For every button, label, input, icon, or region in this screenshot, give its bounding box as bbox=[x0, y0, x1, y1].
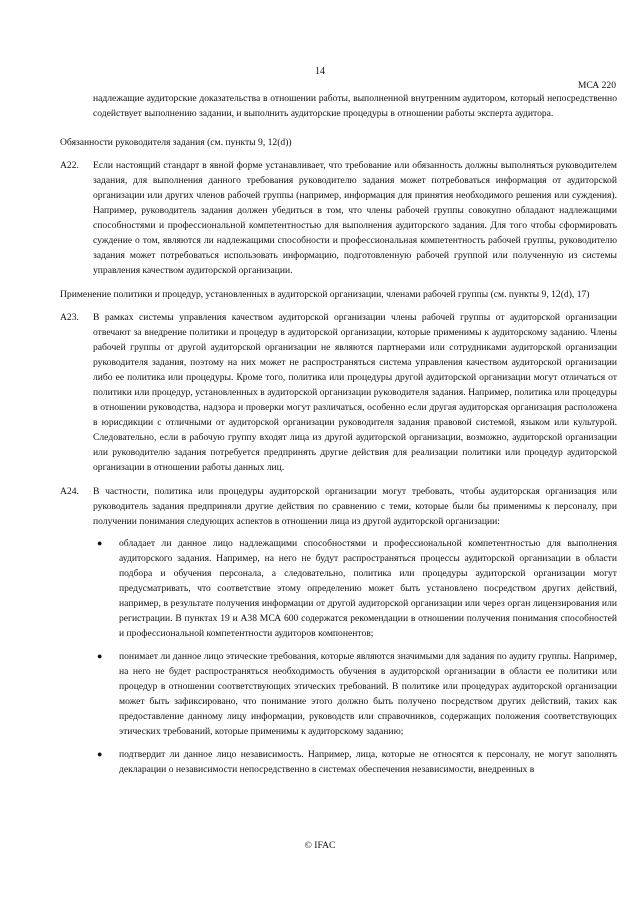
paragraph-a24 bbox=[60, 484, 617, 777]
paragraph-text: Если настоящий стандарт в явной форме устанавливает, что требование или обязанность должны выполняться руководителем задания, для выполнения данного требования руководителю задания может потребоваться информация от аудиторской организации или других членов рабочей группы (например, информация для принятия необходимого решения или суждения). Например, руководитель задания должен убедиться в том, что члены рабочей группы совокупно обладают надлежащими способностями и профессиональной компетентностью для выполнения аудиторского задания. Для того чтобы сформировать суждение о том, являются ли надлежащими способности и профессиональная компетентность рабочей группы, руководителю задания может потребоваться использовать информацию, подготовленную рабочей группой или полученную из системы управления качеством аудиторской организации. bbox=[93, 160, 617, 276]
document-body bbox=[60, 91, 617, 786]
list-item bbox=[93, 536, 617, 641]
paragraph-number: A22. bbox=[60, 160, 79, 171]
paragraph-text: В рамках системы управления качеством аудиторской организации члены рабочей группы от аудиторской организации отвечают за внедрение политики и процедур в аудиторской организации, которые применимы к аудиторскому заданию. Члены рабочей группы от другой аудиторской организации не являются партнерами или сотрудниками аудиторской организации руководителя задания, поэтому на них может не распространяться система управления качеством аудиторской организации либо ее политика или процедуры. Кроме того, политика или процедуры другой аудиторской организации могут отличаться от политики или процедур, установленных в аудиторской организации руководителя задания. Например, политика или процедуры в отношении руководства, надзора и проверки могут различаться, особенно если другая аудиторская организация расположена в юрисдикции с отличными от аудиторской организации руководителя задания правовой системой, языком или культурой. Следовательно, если в рабочую группу входят лица из другой аудиторской организации, возможно, аудиторской организации или руководителю задания потребуется предпринять другие действия для реализации политики или процедур аудиторской организации в отношении работы данных лиц. bbox=[93, 312, 617, 473]
intro-paragraph: надлежащие аудиторские доказательства в отношении работы, выполненной внутренним аудитором, который непосредственно содействует выполнению задании, и выполнить аудиторские процедуры в отношении работы эксперта аудитора. bbox=[93, 93, 617, 119]
bullet-text: подтвердит ли данное лицо независимость. Например, лица, которые не относятся к персоналу, не могут заполнять декларации о независимости непосредственно в системах обеспечения независимости, внедренных в bbox=[119, 749, 617, 775]
page-number: 14 bbox=[315, 66, 325, 77]
bullet-text: понимает ли данное лицо этические требования, которые являются значимыми для задания по аудиту группы. Например, на него не будет распространяться необходимость обучения в аудиторской организации в области ее политики или процедур в отношении соответствующих этических требований. В политике или процедурах аудиторской организации может быть зафиксировано, что понимание этого должно быть получено посредством других действий, таких как предоставление данному лицу информации, руководств или справочников, содержащих положения соответствующих этических требований, которые применимы к аудиторскому заданию; bbox=[119, 651, 617, 737]
paragraph-text: В частности, политика или процедуры аудиторской организации могут требовать, чтобы аудиторская организация или руководитель задания предприняли другие действия по сравнению с теми, которые были бы применимы к персоналу, при получении понимания следующих аспектов в отношении лица из другой аудиторской организации: bbox=[93, 486, 617, 527]
paragraph-number: A24. bbox=[60, 486, 79, 497]
paragraph-a23 bbox=[60, 310, 617, 475]
paragraph-a22 bbox=[60, 158, 617, 278]
bullet-dot-icon: ● bbox=[97, 749, 103, 759]
bullet-dot-icon: ● bbox=[97, 538, 103, 548]
bullet-dot-icon: ● bbox=[97, 651, 103, 661]
section-heading: Обязанности руководителя задания (см. пункты 9, 12(d)) bbox=[60, 137, 292, 148]
bullet-text: обладает ли данное лицо надлежащими способностями и профессиональной компетентностью для выполнения аудиторского задания. Например, на него не будут распространяться процессы аудиторской организации в области подбора и обучения персонала, а следовательно, политика или процедуры аудиторской организации могут предусматривать, что соответствие этому определению может быть установлено посредством других действий, например, в результате получения информации от другой аудиторской организации или через орган лицензирования или регистрации. В пунктах 19 и А38 МСА 600 содержатся рекомендации в отношении получения понимания способностей и профессиональной компетентности аудиторов компонентов; bbox=[119, 538, 617, 639]
bullet-list bbox=[93, 536, 617, 777]
footer-copyright: © IFAC bbox=[304, 840, 336, 851]
section-heading: Применение политики и процедур, установленных в аудиторской организации, членами рабочей группы (см. пункты 9, 12(d), 17) bbox=[60, 289, 590, 300]
list-item bbox=[93, 649, 617, 739]
standard-id: МСА 220 bbox=[577, 80, 616, 91]
list-item bbox=[93, 747, 617, 777]
paragraph-number: A23. bbox=[60, 312, 79, 323]
